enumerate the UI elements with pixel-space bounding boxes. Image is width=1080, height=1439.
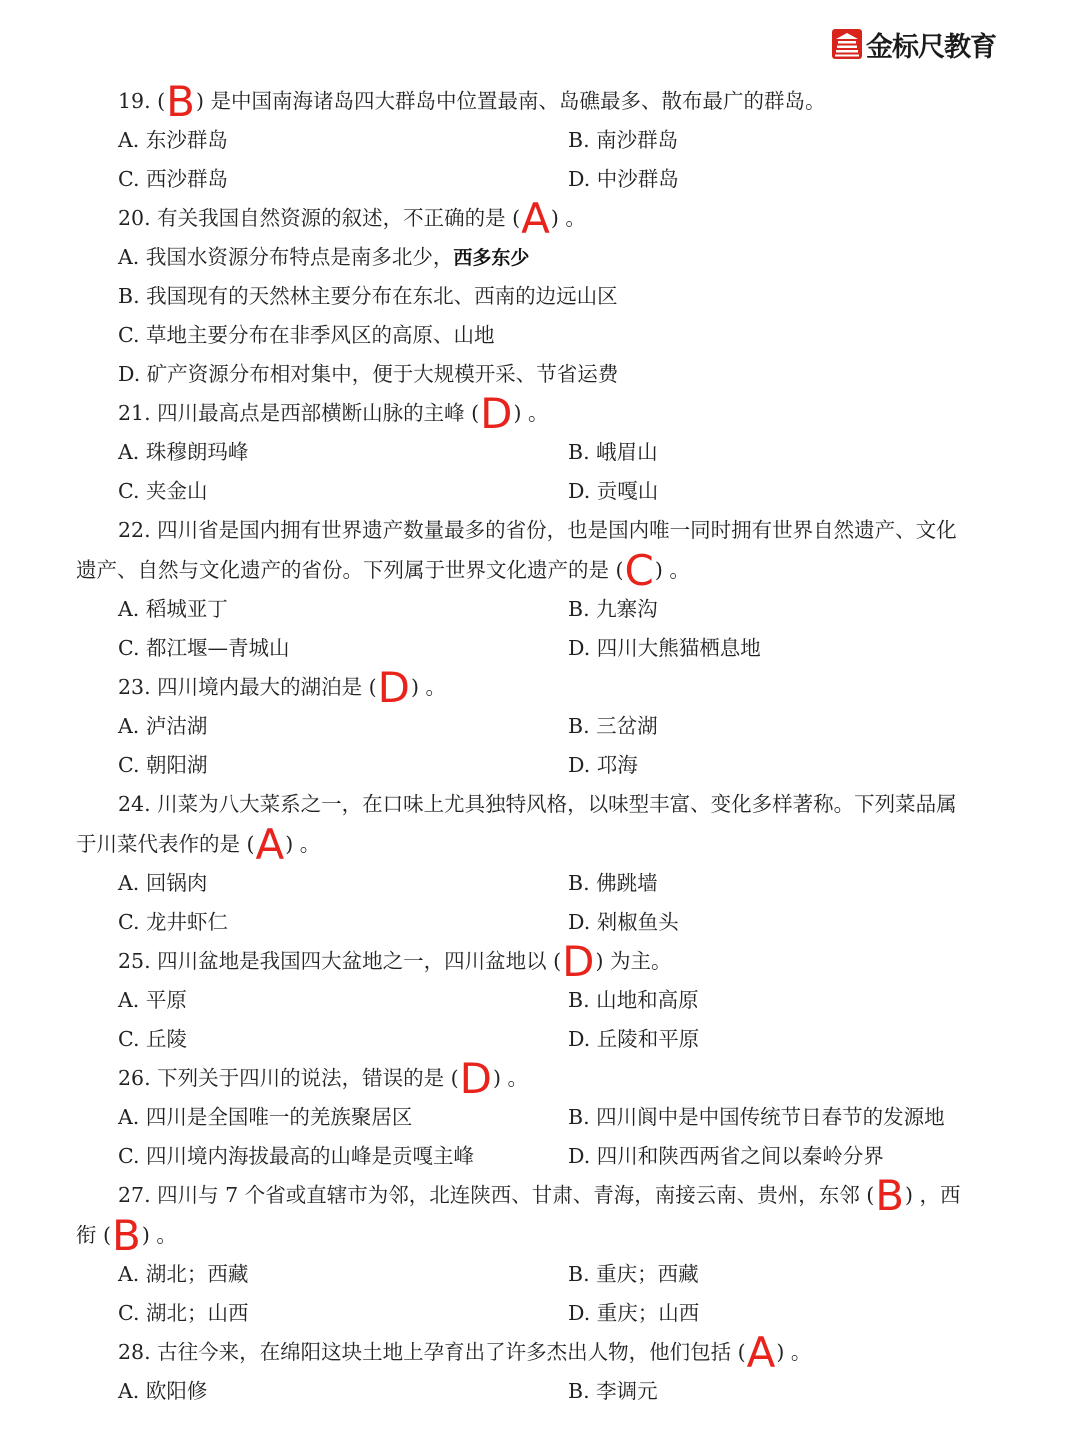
stem-text: 25. 四川盆地是我国四大盆地之一，四川盆地以 ( <box>118 949 562 973</box>
handwritten-answer: D <box>377 663 410 712</box>
option-a: A. 湖北；西藏 <box>118 1262 249 1286</box>
handwritten-answer: A <box>255 820 285 869</box>
brand-name: 金标尺教育 <box>866 31 996 63</box>
handwritten-answer: D <box>459 1054 492 1103</box>
option-b: B. 山地和高原 <box>568 988 699 1012</box>
handwritten-answer: A <box>746 1328 776 1377</box>
option-c: C. 都江堰—青城山 <box>118 636 290 660</box>
option-b: B. 重庆；西藏 <box>568 1262 699 1286</box>
handwritten-answer: C <box>624 546 654 595</box>
option-c: C. 夹金山 <box>118 479 208 503</box>
option-d: D. 剁椒鱼头 <box>568 910 679 934</box>
option-c: C. 龙井虾仁 <box>118 910 228 934</box>
option-c: C. 湖北；山西 <box>118 1301 249 1325</box>
stem-text: 19. ( <box>118 89 166 113</box>
option-d: D. 矿产资源分布相对集中，便于大规模开采、节省运费 <box>118 362 619 386</box>
option-c: C. 丘陵 <box>118 1027 187 1051</box>
option-d: D. 邛海 <box>568 753 638 777</box>
stem-text: 21. 四川最高点是西部横断山脉的主峰 ( <box>118 401 480 425</box>
handwritten-answer: D <box>480 389 513 438</box>
stem-text: 28. 古往今来，在绵阳这块土地上孕育出了许多杰出人物，他们包括 ( <box>118 1340 746 1364</box>
stem-text: ) 。 <box>285 832 321 856</box>
option-d: D. 重庆；山西 <box>568 1301 700 1325</box>
stem-text: ) 。 <box>776 1340 812 1364</box>
book-stack-icon <box>832 29 862 59</box>
stem-text: ) 。 <box>550 206 586 230</box>
question-19-stem <box>118 77 826 126</box>
stem-text: 23. 四川境内最大的湖泊是 ( <box>118 675 377 699</box>
option-a: A. 四川是全国唯一的羌族聚居区 <box>118 1105 413 1129</box>
stem-text: ) 。 <box>141 1223 177 1247</box>
question-27-stem-line1 <box>118 1171 961 1220</box>
option-d: D. 四川和陕西两省之间以秦岭分界 <box>568 1144 884 1168</box>
question-22-stem-line1: 22. 四川省是国内拥有世界遗产数量最多的省份，也是国内唯一同时拥有世界自然遗产、文化 <box>118 518 957 542</box>
option-a <box>118 242 529 273</box>
stem-text: ) 。 <box>492 1066 528 1090</box>
handwritten-answer: B <box>112 1211 141 1260</box>
stem-text: ) 是中国南海诸岛四大群岛中位置最南、岛礁最多、散布最广的群岛。 <box>195 89 826 113</box>
option-b: B. 三岔湖 <box>568 714 658 738</box>
handwritten-answer: D <box>562 937 595 986</box>
question-24-stem-line1: 24. 川菜为八大菜系之一，在口味上尤具独特风格，以味型丰富、变化多样著称。下列菜品属 <box>118 792 957 816</box>
option-c: C. 四川境内海拔最高的山峰是贡嘎主峰 <box>118 1144 474 1168</box>
option-d: D. 中沙群岛 <box>568 167 679 191</box>
option-d: D. 丘陵和平原 <box>568 1027 700 1051</box>
question-21-stem <box>118 389 549 438</box>
option-c: C. 草地主要分布在非季风区的高原、山地 <box>118 323 495 347</box>
option-b: B. 佛跳墙 <box>568 871 658 895</box>
stem-text: ) 。 <box>410 675 446 699</box>
question-20-stem <box>118 194 586 243</box>
question-25-stem <box>118 937 672 986</box>
brand-logo <box>832 26 1012 62</box>
handwritten-answer: A <box>521 194 550 243</box>
option-d: D. 贡嘎山 <box>568 479 659 503</box>
stem-text: 衔 ( <box>76 1223 112 1247</box>
handwritten-answer: B <box>875 1171 905 1220</box>
handwritten-note: 西多东少 <box>453 247 530 269</box>
option-b: B. 四川阆中是中国传统节日春节的发源地 <box>568 1105 945 1129</box>
handwritten-answer: B <box>166 77 195 126</box>
option-c: C. 西沙群岛 <box>118 167 228 191</box>
option-b: B. 峨眉山 <box>568 440 658 464</box>
stem-text: 26. 下列关于四川的说法，错误的是 ( <box>118 1066 459 1090</box>
option-a: A. 稻城亚丁 <box>118 597 228 621</box>
stem-text: ) ，西 <box>905 1183 961 1207</box>
question-27-stem-line2 <box>76 1211 177 1260</box>
stem-text: ) 。 <box>654 558 690 582</box>
option-a: A. 珠穆朗玛峰 <box>118 440 249 464</box>
option-c: C. 朝阳湖 <box>118 753 208 777</box>
stem-text: 27. 四川与 7 个省或直辖市为邻，北连陕西、甘肃、青海，南接云南、贵州，东邻 ( <box>118 1183 875 1207</box>
stem-text: ) 为主。 <box>595 949 672 973</box>
option-b: B. 南沙群岛 <box>568 128 679 152</box>
stem-text: 遗产、自然与文化遗产的省份。下列属于世界文化遗产的是 ( <box>76 558 624 582</box>
option-a: A. 泸沽湖 <box>118 714 208 738</box>
option-d: D. 四川大熊猫栖息地 <box>568 636 761 660</box>
option-b: B. 我国现有的天然林主要分布在东北、西南的边远山区 <box>118 284 618 308</box>
option-b: B. 九寨沟 <box>568 597 658 621</box>
option-a: A. 平原 <box>118 988 187 1012</box>
question-23-stem <box>118 663 446 712</box>
option-a: A. 回锅肉 <box>118 871 208 895</box>
stem-text: 20. 有关我国自然资源的叙述，不正确的是 ( <box>118 206 521 230</box>
stem-text: 于川菜代表作的是 ( <box>76 832 255 856</box>
question-22-stem-line2 <box>76 546 690 595</box>
option-text: A. 我国水资源分布特点是南多北少， <box>118 245 454 269</box>
question-24-stem-line2 <box>76 820 321 869</box>
question-26-stem <box>118 1054 528 1103</box>
stem-text: ) 。 <box>513 401 549 425</box>
option-a: A. 东沙群岛 <box>118 128 228 152</box>
option-b: B. 李调元 <box>568 1379 658 1403</box>
question-28-stem <box>118 1328 812 1377</box>
option-a: A. 欧阳修 <box>118 1379 208 1403</box>
